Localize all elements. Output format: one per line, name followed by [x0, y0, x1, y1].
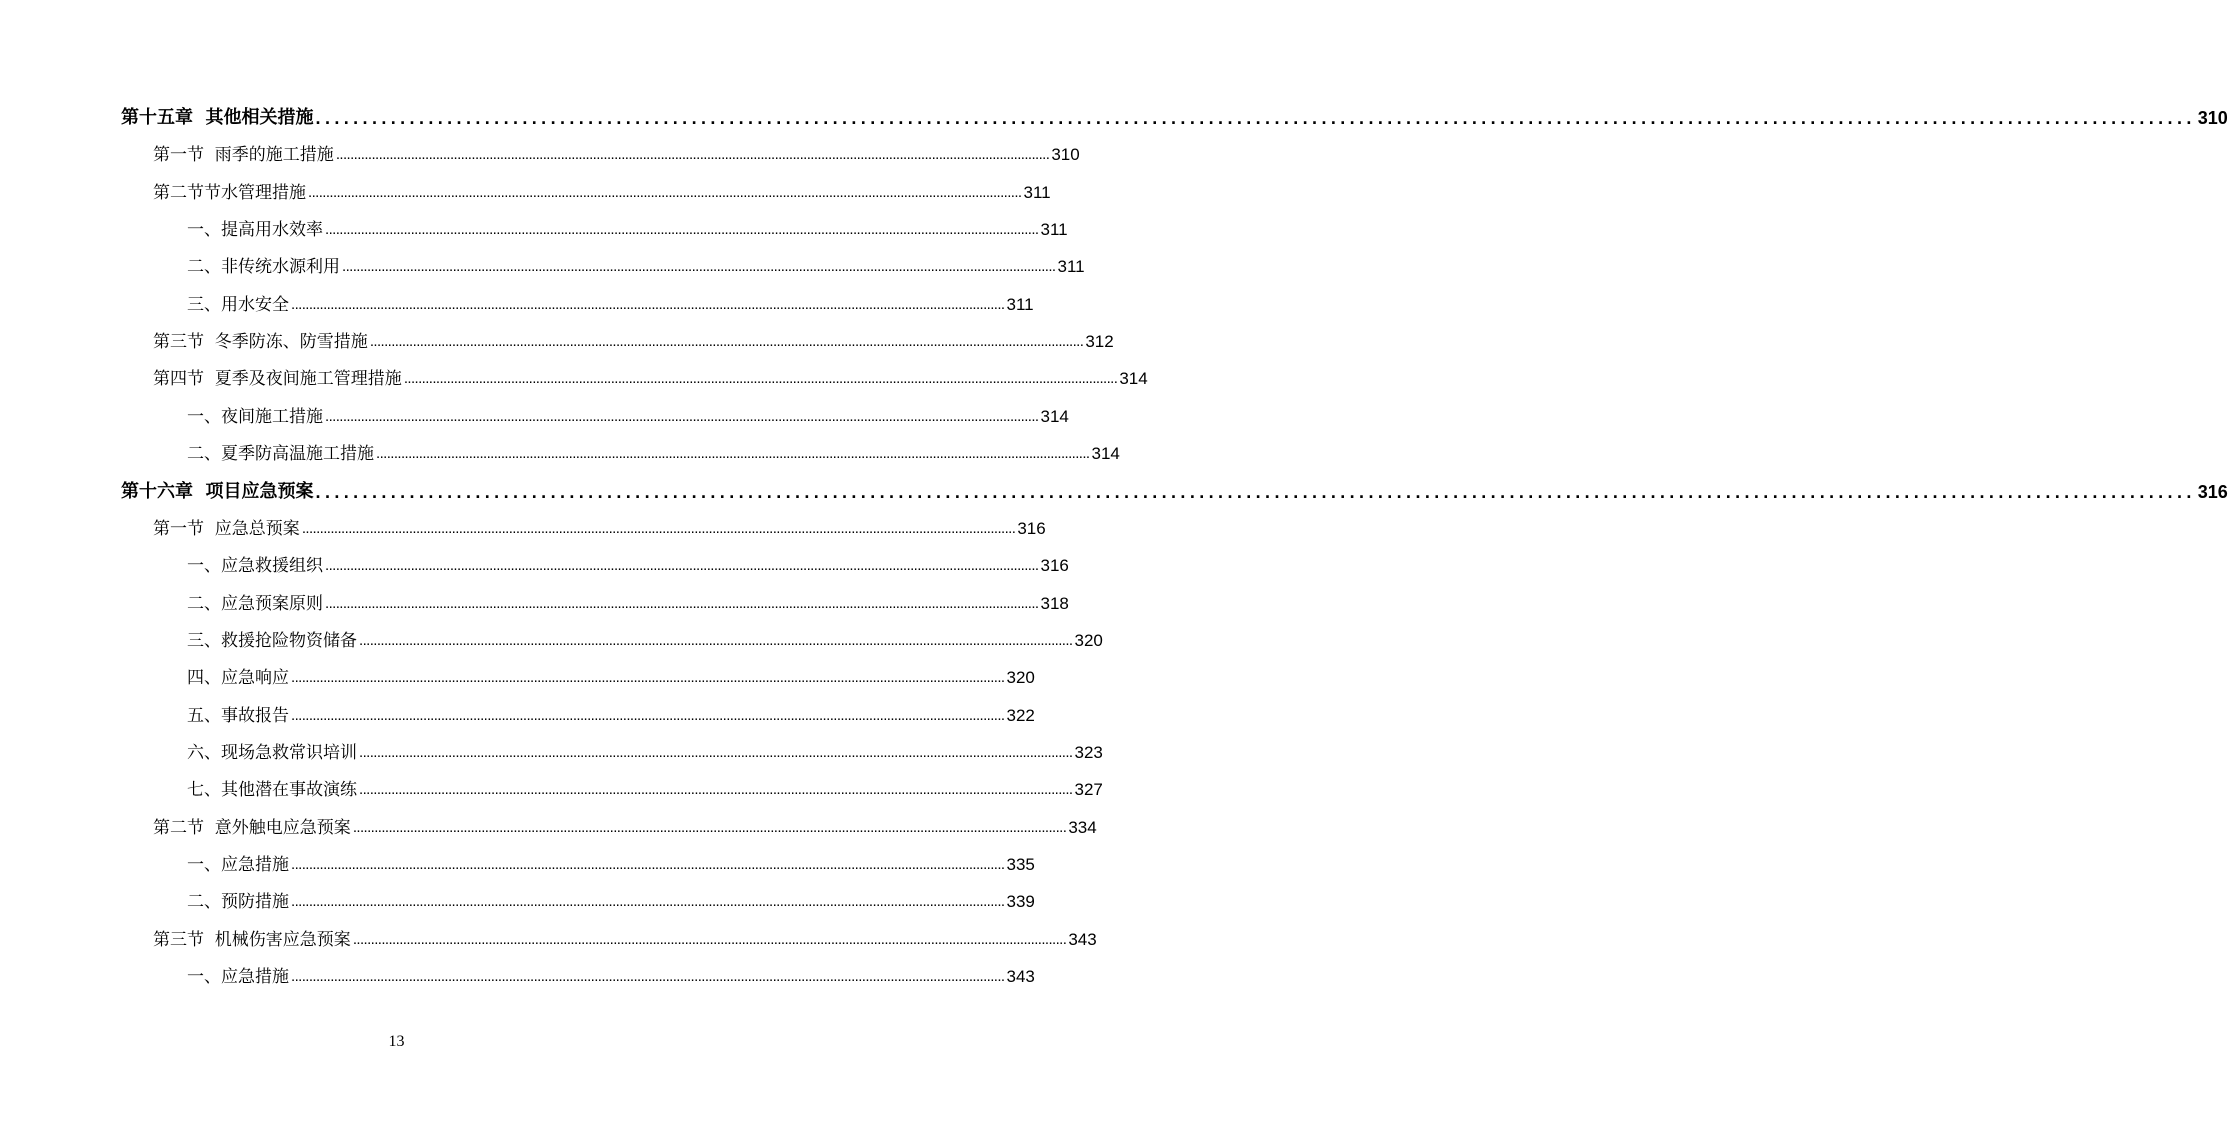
toc-dot-leader: ........................................................................................................................................................................................................ [291, 707, 1005, 724]
toc-entry-page: 323 [1074, 743, 1103, 762]
toc-entry-page: 310 [2197, 108, 2228, 128]
toc-subsection-entry[interactable] [187, 853, 1035, 877]
toc-entry-title: 二、预防措施 [187, 892, 289, 912]
toc-dot-leader: ........................................................................................................................................................................................................ [308, 184, 1022, 201]
toc-entry-page: 322 [1006, 706, 1035, 725]
toc-dot-leader: ........................................................................................................................................................................................................ [352, 931, 1067, 948]
toc-entry-title: 第十六章 项目应急预案 [121, 481, 314, 502]
page-number: 13 [388, 1033, 405, 1050]
toc-dot-leader: ........................................................................................................................................................................................................ [325, 221, 1039, 238]
toc-dot-leader: ........................................................................................................................................................................................................ [359, 744, 1073, 761]
toc-entry-page: 312 [1085, 332, 1114, 351]
toc-entry-page: 320 [1006, 668, 1035, 687]
toc-dot-leader: ........................................................................................................................................................................................................ [376, 445, 1090, 462]
toc-dot-leader: ........................................................................................................................................................................................................ [325, 595, 1039, 612]
toc-entry-title: 五、事故报告 [187, 706, 289, 726]
toc-subsection-entry[interactable] [187, 554, 1069, 578]
toc-entry-title: 三、用水安全 [187, 295, 289, 315]
toc-chapter-entry[interactable] [121, 106, 2228, 130]
toc-dot-leader: ........................................................................................................................................................................................................ [301, 520, 1016, 537]
toc-entry-title: 六、现场急救常识培训 [187, 743, 357, 763]
toc-subsection-entry[interactable] [187, 293, 1034, 317]
toc-entry-title: 第四节 夏季及夜间施工管理措施 [153, 369, 402, 389]
toc-entry-page: 311 [1006, 295, 1034, 314]
toc-entry-title: 二、非传统水源利用 [187, 257, 340, 277]
toc-dot-leader: ........................................................................................................................................................................................................ [359, 781, 1073, 798]
toc-entry-page: 339 [1006, 892, 1035, 911]
toc-subsection-entry[interactable] [187, 442, 1120, 466]
toc-entry-page: 311 [1057, 257, 1085, 276]
toc-subsection-entry[interactable] [187, 629, 1103, 653]
toc-subsection-entry[interactable] [187, 405, 1069, 429]
toc-entry-title: 第一节 雨季的施工措施 [153, 145, 334, 165]
toc-entry-page: 314 [1119, 369, 1148, 388]
toc-dot-leader: ........................................................................................................................................................................................................ [342, 258, 1056, 275]
toc-entry-title: 二、夏季防高温施工措施 [187, 444, 374, 464]
toc-entry-page: 316 [1040, 556, 1069, 575]
toc-entry-page: 318 [1040, 594, 1069, 613]
toc-dot-leader: ........................................................................................................................................................................................................ [291, 856, 1005, 873]
toc-entry-title: 一、应急救援组织 [187, 556, 323, 576]
toc-entry-page: 314 [1040, 407, 1069, 426]
toc-subsection-entry[interactable] [187, 965, 1035, 989]
toc-subsection-entry[interactable] [187, 592, 1069, 616]
toc-subsection-entry[interactable] [187, 255, 1085, 279]
toc-subsection-entry[interactable] [187, 666, 1035, 690]
toc-section-entry[interactable] [153, 928, 1097, 952]
toc-dot-leader: ........................................................................................................................................................................................................ [291, 893, 1005, 910]
toc-entry-title: 第十五章 其他相关措施 [121, 107, 314, 128]
toc-entry-title: 四、应急响应 [187, 668, 289, 688]
toc-entry-page: 335 [1006, 855, 1035, 874]
toc-entry-page: 310 [1051, 145, 1080, 164]
toc-entry-title: 一、应急措施 [187, 855, 289, 875]
toc-dot-leader: ........................................................................................................................................................................................................ [352, 819, 1067, 836]
toc-section-entry[interactable] [153, 517, 1046, 541]
toc-entry-page: 320 [1074, 631, 1103, 650]
toc-entry-title: 第二节 意外触电应急预案 [153, 818, 351, 838]
toc-section-entry[interactable] [153, 816, 1097, 840]
toc-dot-leader: ........................................................................................................................................................................................................ [325, 408, 1039, 425]
toc-entry-page: 343 [1006, 967, 1035, 986]
toc-entry-title: 三、救援抢险物资储备 [187, 631, 357, 651]
toc-dot-leader: ........................................................................................................................................................................................................ [325, 557, 1039, 574]
toc-dot-leader: ........................................................................................................................................................................................................ [291, 669, 1005, 686]
toc-entry-page: 316 [2197, 482, 2228, 502]
toc-dot-leader: ........................................................................................................................................................................................................ [335, 146, 1050, 163]
toc-entry-title: 第三节 机械伤害应急预案 [153, 930, 351, 950]
toc-dot-leader: ........................................................................................................................................................................................................ [359, 632, 1073, 649]
toc-dot-leader: ........................................................................................................................................................................................................ [315, 482, 2196, 502]
toc-section-entry[interactable] [153, 181, 1051, 205]
toc-entry-page: 343 [1068, 930, 1097, 949]
toc-entry-title: 第二节节水管理措施 [153, 183, 306, 203]
toc-entry-title: 第三节 冬季防冻、防雪措施 [153, 332, 368, 352]
toc-entry-page: 334 [1068, 818, 1097, 837]
toc-subsection-entry[interactable] [187, 778, 1103, 802]
toc-dot-leader: ........................................................................................................................................................................................................ [291, 296, 1005, 313]
toc-section-entry[interactable] [153, 367, 1148, 391]
toc-entry-title: 一、夜间施工措施 [187, 407, 323, 427]
toc-entry-page: 311 [1023, 183, 1051, 202]
toc-entry-title: 一、提高用水效率 [187, 220, 323, 240]
toc-dot-leader: ........................................................................................................................................................................................................ [315, 108, 2196, 128]
toc-entry-page: 311 [1040, 220, 1068, 239]
toc-subsection-entry[interactable] [187, 704, 1035, 728]
toc-chapter-entry[interactable] [121, 480, 2228, 504]
toc-entry-title: 第一节 应急总预案 [153, 519, 300, 539]
toc-dot-leader: ........................................................................................................................................................................................................ [291, 968, 1005, 985]
toc-entry-title: 一、应急措施 [187, 967, 289, 987]
toc-entry-page: 316 [1017, 519, 1046, 538]
toc-dot-leader: ........................................................................................................................................................................................................ [403, 370, 1118, 387]
toc-entry-page: 314 [1091, 444, 1120, 463]
toc-entry-page: 327 [1074, 780, 1103, 799]
toc-entry-title: 七、其他潜在事故演练 [187, 780, 357, 800]
toc-subsection-entry[interactable] [187, 741, 1103, 765]
toc-subsection-entry[interactable] [187, 218, 1068, 242]
toc-section-entry[interactable] [153, 330, 1114, 354]
toc-subsection-entry[interactable] [187, 890, 1035, 914]
toc-entry-title: 二、应急预案原则 [187, 594, 323, 614]
toc-section-entry[interactable] [153, 143, 1080, 167]
toc-dot-leader: ........................................................................................................................................................................................................ [369, 333, 1084, 350]
